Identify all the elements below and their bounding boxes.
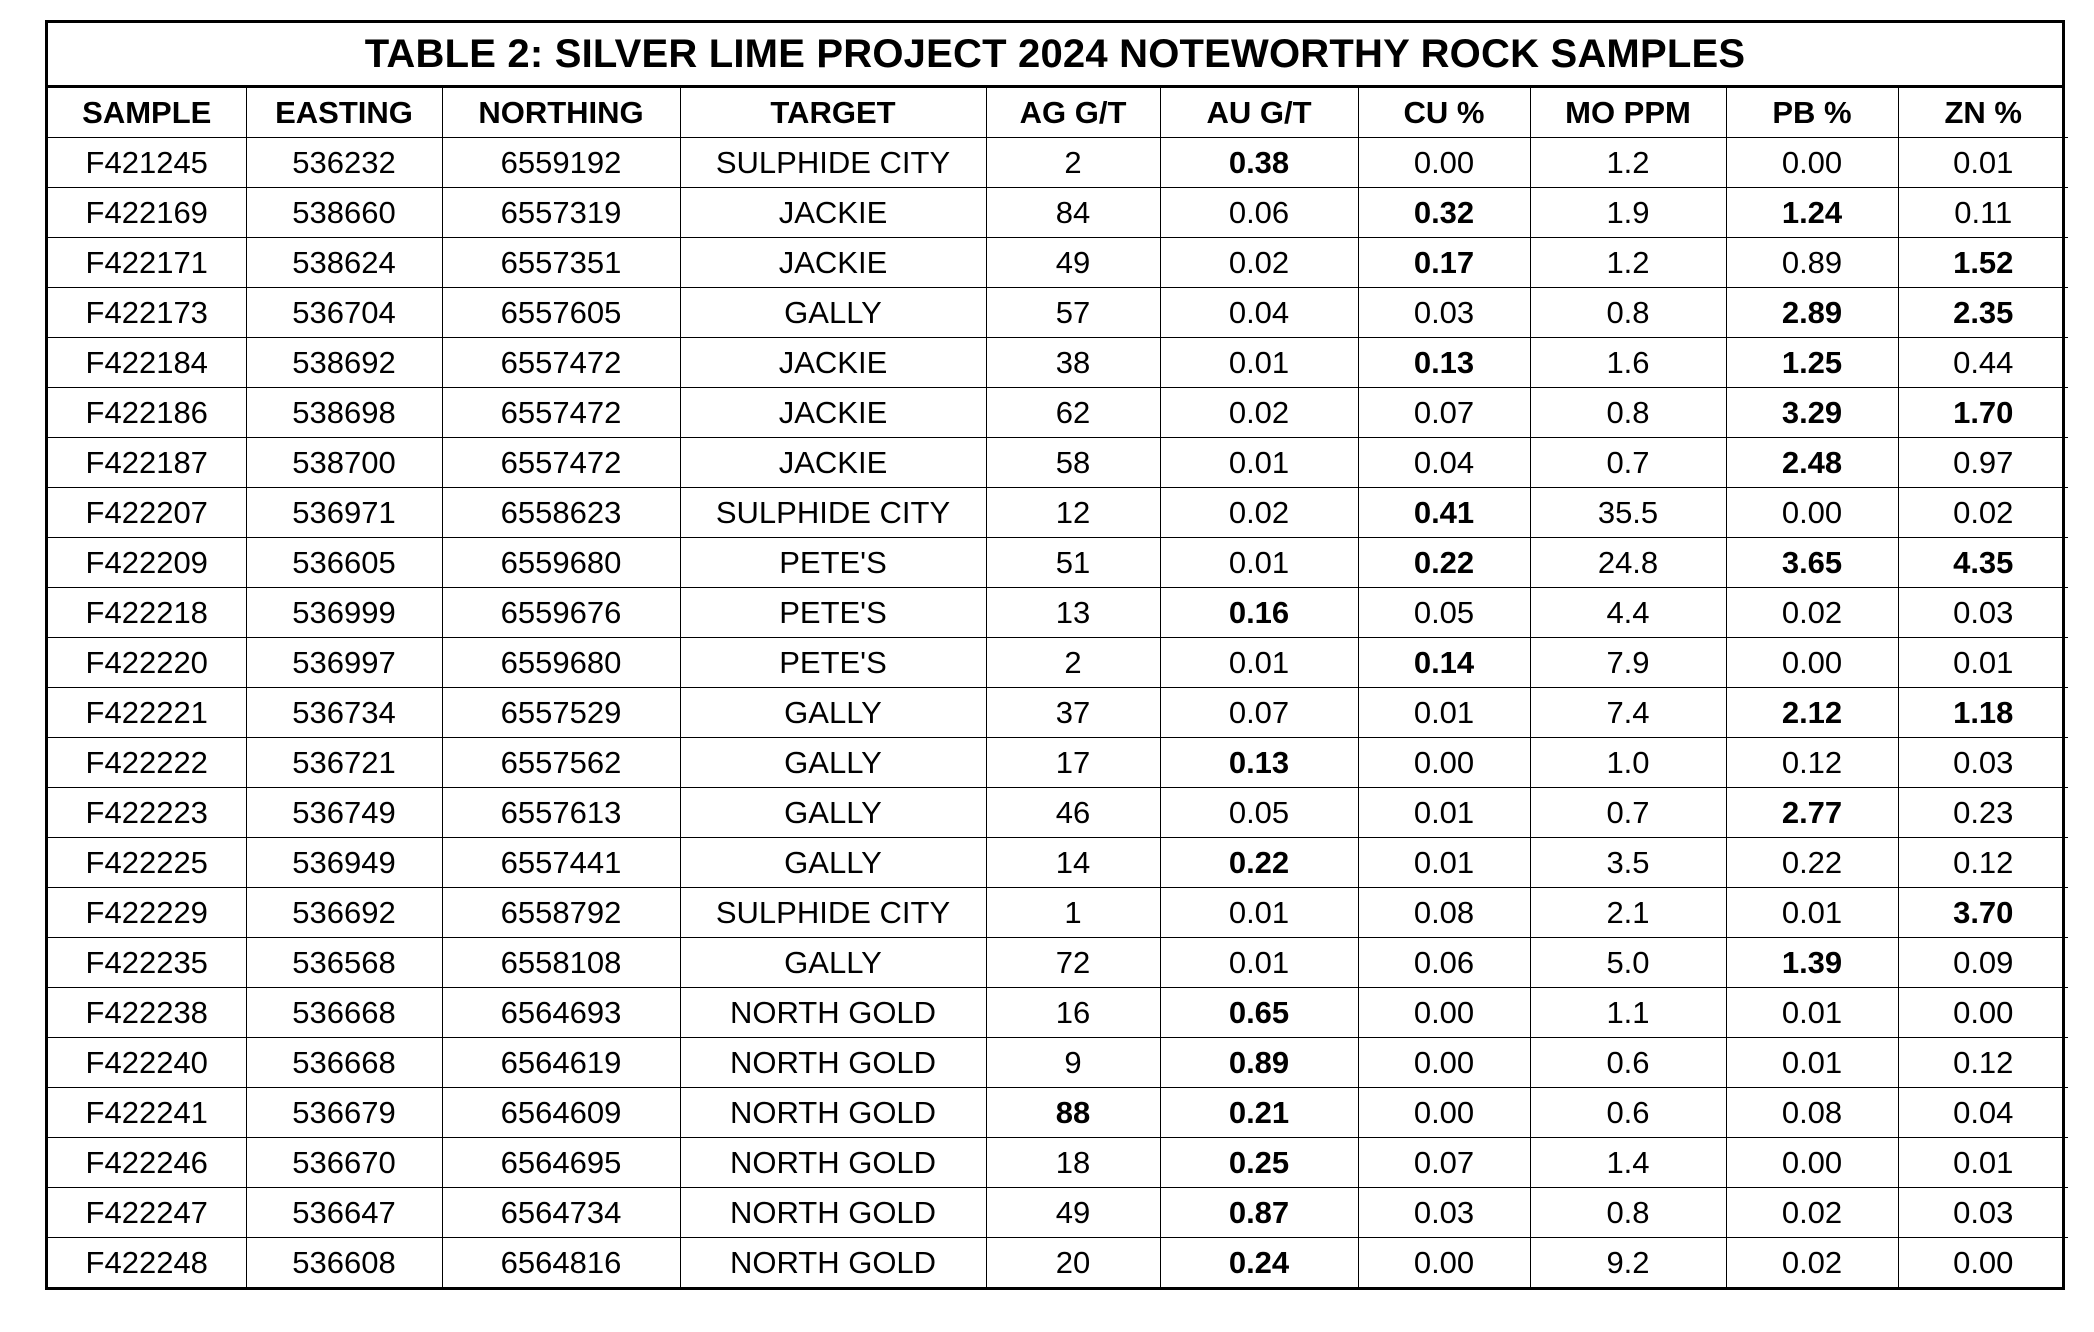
cell-zn: 0.00: [1898, 988, 2068, 1038]
cell-ag: 20: [986, 1238, 1160, 1288]
cell-pb: 3.65: [1726, 538, 1898, 588]
col-header-mo: MO PPM: [1530, 88, 1726, 138]
cell-easting: 536668: [246, 1038, 442, 1088]
cell-pb: 1.25: [1726, 338, 1898, 388]
table-row: [48, 988, 2068, 1038]
table-row: [48, 638, 2068, 688]
table-row: [48, 438, 2068, 488]
cell-target: NORTH GOLD: [680, 1188, 986, 1238]
col-header-cu: CU %: [1358, 88, 1530, 138]
cell-sample: F422173: [48, 288, 246, 338]
cell-ag: 9: [986, 1038, 1160, 1088]
cell-sample: F422247: [48, 1188, 246, 1238]
cell-mo: 9.2: [1530, 1238, 1726, 1288]
cell-ag: 58: [986, 438, 1160, 488]
cell-zn: 1.18: [1898, 688, 2068, 738]
cell-target: GALLY: [680, 938, 986, 988]
cell-ag: 1: [986, 888, 1160, 938]
col-header-au: AU G/T: [1160, 88, 1358, 138]
cell-zn: 0.01: [1898, 638, 2068, 688]
cell-mo: 1.9: [1530, 188, 1726, 238]
cell-northing: 6559680: [442, 538, 680, 588]
cell-pb: 0.01: [1726, 1038, 1898, 1088]
cell-cu: 0.05: [1358, 588, 1530, 638]
table-row: [48, 1088, 2068, 1138]
cell-northing: 6564609: [442, 1088, 680, 1138]
rock-samples-table: [45, 20, 2065, 1290]
cell-zn: 0.12: [1898, 838, 2068, 888]
cell-ag: 49: [986, 238, 1160, 288]
cell-mo: 0.6: [1530, 1088, 1726, 1138]
cell-pb: 2.48: [1726, 438, 1898, 488]
cell-easting: 538624: [246, 238, 442, 288]
cell-pb: 1.24: [1726, 188, 1898, 238]
table-row: [48, 688, 2068, 738]
cell-sample: F422186: [48, 388, 246, 438]
cell-pb: 2.89: [1726, 288, 1898, 338]
cell-northing: 6557351: [442, 238, 680, 288]
cell-ag: 72: [986, 938, 1160, 988]
cell-northing: 6557613: [442, 788, 680, 838]
cell-mo: 0.6: [1530, 1038, 1726, 1088]
cell-pb: 2.77: [1726, 788, 1898, 838]
table-row: [48, 338, 2068, 388]
cell-pb: 0.00: [1726, 138, 1898, 188]
cell-target: PETE'S: [680, 588, 986, 638]
cell-pb: 0.00: [1726, 1138, 1898, 1188]
cell-pb: 0.02: [1726, 1238, 1898, 1288]
cell-pb: 0.00: [1726, 638, 1898, 688]
cell-target: JACKIE: [680, 438, 986, 488]
cell-mo: 0.8: [1530, 388, 1726, 438]
cell-sample: F422222: [48, 738, 246, 788]
cell-ag: 2: [986, 638, 1160, 688]
cell-zn: 1.52: [1898, 238, 2068, 288]
cell-northing: 6557472: [442, 338, 680, 388]
table-row: [48, 588, 2068, 638]
cell-au: 0.24: [1160, 1238, 1358, 1288]
table-row: [48, 788, 2068, 838]
cell-cu: 0.17: [1358, 238, 1530, 288]
table-row: [48, 238, 2068, 288]
cell-au: 0.22: [1160, 838, 1358, 888]
cell-cu: 0.00: [1358, 138, 1530, 188]
cell-zn: 0.03: [1898, 588, 2068, 638]
cell-ag: 2: [986, 138, 1160, 188]
cell-ag: 51: [986, 538, 1160, 588]
cell-zn: 0.12: [1898, 1038, 2068, 1088]
cell-mo: 24.8: [1530, 538, 1726, 588]
cell-zn: 0.01: [1898, 138, 2068, 188]
cell-mo: 1.1: [1530, 988, 1726, 1038]
cell-easting: 536704: [246, 288, 442, 338]
cell-au: 0.87: [1160, 1188, 1358, 1238]
cell-target: JACKIE: [680, 388, 986, 438]
cell-northing: 6559676: [442, 588, 680, 638]
cell-au: 0.25: [1160, 1138, 1358, 1188]
table-row: [48, 1138, 2068, 1188]
cell-cu: 0.22: [1358, 538, 1530, 588]
cell-northing: 6557319: [442, 188, 680, 238]
cell-target: NORTH GOLD: [680, 1238, 986, 1288]
cell-zn: 0.04: [1898, 1088, 2068, 1138]
cell-mo: 1.4: [1530, 1138, 1726, 1188]
cell-pb: 0.02: [1726, 1188, 1898, 1238]
table-row: [48, 288, 2068, 338]
cell-northing: 6559192: [442, 138, 680, 188]
cell-northing: 6564693: [442, 988, 680, 1038]
cell-easting: 536692: [246, 888, 442, 938]
cell-mo: 35.5: [1530, 488, 1726, 538]
cell-ag: 14: [986, 838, 1160, 888]
cell-au: 0.01: [1160, 538, 1358, 588]
cell-sample: F422229: [48, 888, 246, 938]
cell-target: SULPHIDE CITY: [680, 138, 986, 188]
cell-easting: 536232: [246, 138, 442, 188]
table-row: [48, 938, 2068, 988]
cell-cu: 0.00: [1358, 1238, 1530, 1288]
cell-ag: 38: [986, 338, 1160, 388]
cell-northing: 6557441: [442, 838, 680, 888]
cell-sample: F422241: [48, 1088, 246, 1138]
cell-au: 0.07: [1160, 688, 1358, 738]
cell-target: NORTH GOLD: [680, 988, 986, 1038]
cell-northing: 6564816: [442, 1238, 680, 1288]
cell-pb: 0.22: [1726, 838, 1898, 888]
col-header-target: TARGET: [680, 88, 986, 138]
cell-ag: 12: [986, 488, 1160, 538]
cell-target: GALLY: [680, 688, 986, 738]
cell-target: NORTH GOLD: [680, 1088, 986, 1138]
table-body: [48, 138, 2068, 1288]
cell-target: JACKIE: [680, 238, 986, 288]
cell-easting: 536721: [246, 738, 442, 788]
cell-cu: 0.32: [1358, 188, 1530, 238]
cell-sample: F422169: [48, 188, 246, 238]
cell-zn: 0.09: [1898, 938, 2068, 988]
cell-au: 0.21: [1160, 1088, 1358, 1138]
cell-zn: 0.11: [1898, 188, 2068, 238]
table-row: [48, 838, 2068, 888]
cell-ag: 84: [986, 188, 1160, 238]
cell-northing: 6564734: [442, 1188, 680, 1238]
table-row: [48, 888, 2068, 938]
cell-au: 0.13: [1160, 738, 1358, 788]
cell-sample: F422218: [48, 588, 246, 638]
cell-cu: 0.08: [1358, 888, 1530, 938]
cell-target: PETE'S: [680, 638, 986, 688]
cell-easting: 536997: [246, 638, 442, 688]
cell-easting: 536971: [246, 488, 442, 538]
cell-target: GALLY: [680, 838, 986, 888]
cell-easting: 536734: [246, 688, 442, 738]
cell-mo: 4.4: [1530, 588, 1726, 638]
cell-cu: 0.07: [1358, 1138, 1530, 1188]
cell-zn: 0.03: [1898, 738, 2068, 788]
cell-target: NORTH GOLD: [680, 1138, 986, 1188]
cell-easting: 536668: [246, 988, 442, 1038]
cell-pb: 0.08: [1726, 1088, 1898, 1138]
cell-au: 0.06: [1160, 188, 1358, 238]
cell-au: 0.38: [1160, 138, 1358, 188]
cell-easting: 536647: [246, 1188, 442, 1238]
cell-sample: F422238: [48, 988, 246, 1038]
cell-northing: 6559680: [442, 638, 680, 688]
cell-au: 0.16: [1160, 588, 1358, 638]
cell-pb: 0.89: [1726, 238, 1898, 288]
cell-ag: 37: [986, 688, 1160, 738]
cell-cu: 0.07: [1358, 388, 1530, 438]
cell-sample: F422240: [48, 1038, 246, 1088]
cell-mo: 0.7: [1530, 788, 1726, 838]
cell-pb: 0.12: [1726, 738, 1898, 788]
cell-zn: 0.44: [1898, 338, 2068, 388]
col-header-pb: PB %: [1726, 88, 1898, 138]
cell-cu: 0.00: [1358, 988, 1530, 1038]
cell-cu: 0.03: [1358, 288, 1530, 338]
cell-mo: 0.8: [1530, 1188, 1726, 1238]
cell-au: 0.05: [1160, 788, 1358, 838]
cell-pb: 0.01: [1726, 888, 1898, 938]
cell-cu: 0.01: [1358, 688, 1530, 738]
table-row: [48, 388, 2068, 438]
table-title: TABLE 2: SILVER LIME PROJECT 2024 NOTEWORTHY ROCK SAMPLES: [48, 23, 2062, 88]
cell-easting: 536949: [246, 838, 442, 888]
cell-target: SULPHIDE CITY: [680, 888, 986, 938]
col-header-zn: ZN %: [1898, 88, 2068, 138]
cell-sample: F422221: [48, 688, 246, 738]
cell-cu: 0.00: [1358, 1038, 1530, 1088]
cell-easting: 536749: [246, 788, 442, 838]
cell-northing: 6558623: [442, 488, 680, 538]
cell-easting: 536608: [246, 1238, 442, 1288]
cell-cu: 0.41: [1358, 488, 1530, 538]
cell-mo: 7.4: [1530, 688, 1726, 738]
cell-pb: 0.00: [1726, 488, 1898, 538]
cell-zn: 2.35: [1898, 288, 2068, 338]
table-row: [48, 538, 2068, 588]
cell-au: 0.01: [1160, 338, 1358, 388]
col-header-sample: SAMPLE: [48, 88, 246, 138]
cell-zn: 0.97: [1898, 438, 2068, 488]
cell-zn: 4.35: [1898, 538, 2068, 588]
cell-ag: 88: [986, 1088, 1160, 1138]
cell-sample: F422223: [48, 788, 246, 838]
table-row: [48, 1188, 2068, 1238]
cell-target: JACKIE: [680, 188, 986, 238]
cell-mo: 0.8: [1530, 288, 1726, 338]
cell-ag: 13: [986, 588, 1160, 638]
cell-easting: 536605: [246, 538, 442, 588]
cell-northing: 6557472: [442, 438, 680, 488]
cell-zn: 3.70: [1898, 888, 2068, 938]
cell-sample: F422207: [48, 488, 246, 538]
cell-au: 0.02: [1160, 238, 1358, 288]
cell-au: 0.04: [1160, 288, 1358, 338]
cell-sample: F422184: [48, 338, 246, 388]
col-header-northing: NORTHING: [442, 88, 680, 138]
header-row: [48, 88, 2068, 138]
cell-northing: 6557472: [442, 388, 680, 438]
cell-cu: 0.13: [1358, 338, 1530, 388]
cell-zn: 0.02: [1898, 488, 2068, 538]
cell-sample: F422246: [48, 1138, 246, 1188]
cell-northing: 6557562: [442, 738, 680, 788]
cell-northing: 6557605: [442, 288, 680, 338]
cell-au: 0.01: [1160, 438, 1358, 488]
cell-cu: 0.03: [1358, 1188, 1530, 1238]
cell-zn: 0.23: [1898, 788, 2068, 838]
cell-mo: 1.6: [1530, 338, 1726, 388]
cell-mo: 5.0: [1530, 938, 1726, 988]
col-header-easting: EASTING: [246, 88, 442, 138]
table-row: [48, 488, 2068, 538]
cell-ag: 16: [986, 988, 1160, 1038]
cell-target: NORTH GOLD: [680, 1038, 986, 1088]
cell-zn: 1.70: [1898, 388, 2068, 438]
cell-northing: 6557529: [442, 688, 680, 738]
cell-zn: 0.03: [1898, 1188, 2068, 1238]
cell-sample: F422209: [48, 538, 246, 588]
cell-northing: 6558792: [442, 888, 680, 938]
cell-target: SULPHIDE CITY: [680, 488, 986, 538]
col-header-ag: AG G/T: [986, 88, 1160, 138]
cell-ag: 46: [986, 788, 1160, 838]
cell-sample: F422225: [48, 838, 246, 888]
cell-cu: 0.00: [1358, 738, 1530, 788]
cell-sample: F422187: [48, 438, 246, 488]
cell-ag: 17: [986, 738, 1160, 788]
cell-mo: 1.0: [1530, 738, 1726, 788]
cell-target: PETE'S: [680, 538, 986, 588]
cell-au: 0.89: [1160, 1038, 1358, 1088]
cell-zn: 0.01: [1898, 1138, 2068, 1188]
cell-cu: 0.06: [1358, 938, 1530, 988]
table-row: [48, 1038, 2068, 1088]
cell-cu: 0.04: [1358, 438, 1530, 488]
cell-easting: 538700: [246, 438, 442, 488]
cell-cu: 0.01: [1358, 788, 1530, 838]
cell-pb: 2.12: [1726, 688, 1898, 738]
cell-cu: 0.14: [1358, 638, 1530, 688]
cell-ag: 18: [986, 1138, 1160, 1188]
cell-ag: 49: [986, 1188, 1160, 1238]
cell-sample: F422248: [48, 1238, 246, 1288]
cell-au: 0.02: [1160, 488, 1358, 538]
cell-pb: 0.02: [1726, 588, 1898, 638]
cell-sample: F421245: [48, 138, 246, 188]
cell-easting: 536999: [246, 588, 442, 638]
table-row: [48, 738, 2068, 788]
cell-cu: 0.01: [1358, 838, 1530, 888]
cell-easting: 538692: [246, 338, 442, 388]
table-row: [48, 188, 2068, 238]
cell-northing: 6564619: [442, 1038, 680, 1088]
cell-easting: 538698: [246, 388, 442, 438]
cell-au: 0.01: [1160, 938, 1358, 988]
cell-northing: 6564695: [442, 1138, 680, 1188]
cell-target: GALLY: [680, 788, 986, 838]
cell-au: 0.01: [1160, 638, 1358, 688]
cell-mo: 1.2: [1530, 138, 1726, 188]
cell-easting: 538660: [246, 188, 442, 238]
cell-au: 0.02: [1160, 388, 1358, 438]
table-row: [48, 138, 2068, 188]
cell-sample: F422171: [48, 238, 246, 288]
cell-ag: 57: [986, 288, 1160, 338]
cell-mo: 3.5: [1530, 838, 1726, 888]
cell-target: GALLY: [680, 288, 986, 338]
cell-mo: 0.7: [1530, 438, 1726, 488]
cell-sample: F422220: [48, 638, 246, 688]
cell-northing: 6558108: [442, 938, 680, 988]
cell-easting: 536679: [246, 1088, 442, 1138]
data-table: [48, 88, 2068, 1287]
cell-pb: 1.39: [1726, 938, 1898, 988]
cell-mo: 1.2: [1530, 238, 1726, 288]
cell-mo: 7.9: [1530, 638, 1726, 688]
cell-easting: 536670: [246, 1138, 442, 1188]
cell-sample: F422235: [48, 938, 246, 988]
cell-zn: 0.00: [1898, 1238, 2068, 1288]
cell-au: 0.65: [1160, 988, 1358, 1038]
cell-target: GALLY: [680, 738, 986, 788]
cell-ag: 62: [986, 388, 1160, 438]
cell-target: JACKIE: [680, 338, 986, 388]
cell-pb: 0.01: [1726, 988, 1898, 1038]
cell-mo: 2.1: [1530, 888, 1726, 938]
cell-pb: 3.29: [1726, 388, 1898, 438]
table-row: [48, 1238, 2068, 1288]
cell-cu: 0.00: [1358, 1088, 1530, 1138]
cell-easting: 536568: [246, 938, 442, 988]
cell-au: 0.01: [1160, 888, 1358, 938]
